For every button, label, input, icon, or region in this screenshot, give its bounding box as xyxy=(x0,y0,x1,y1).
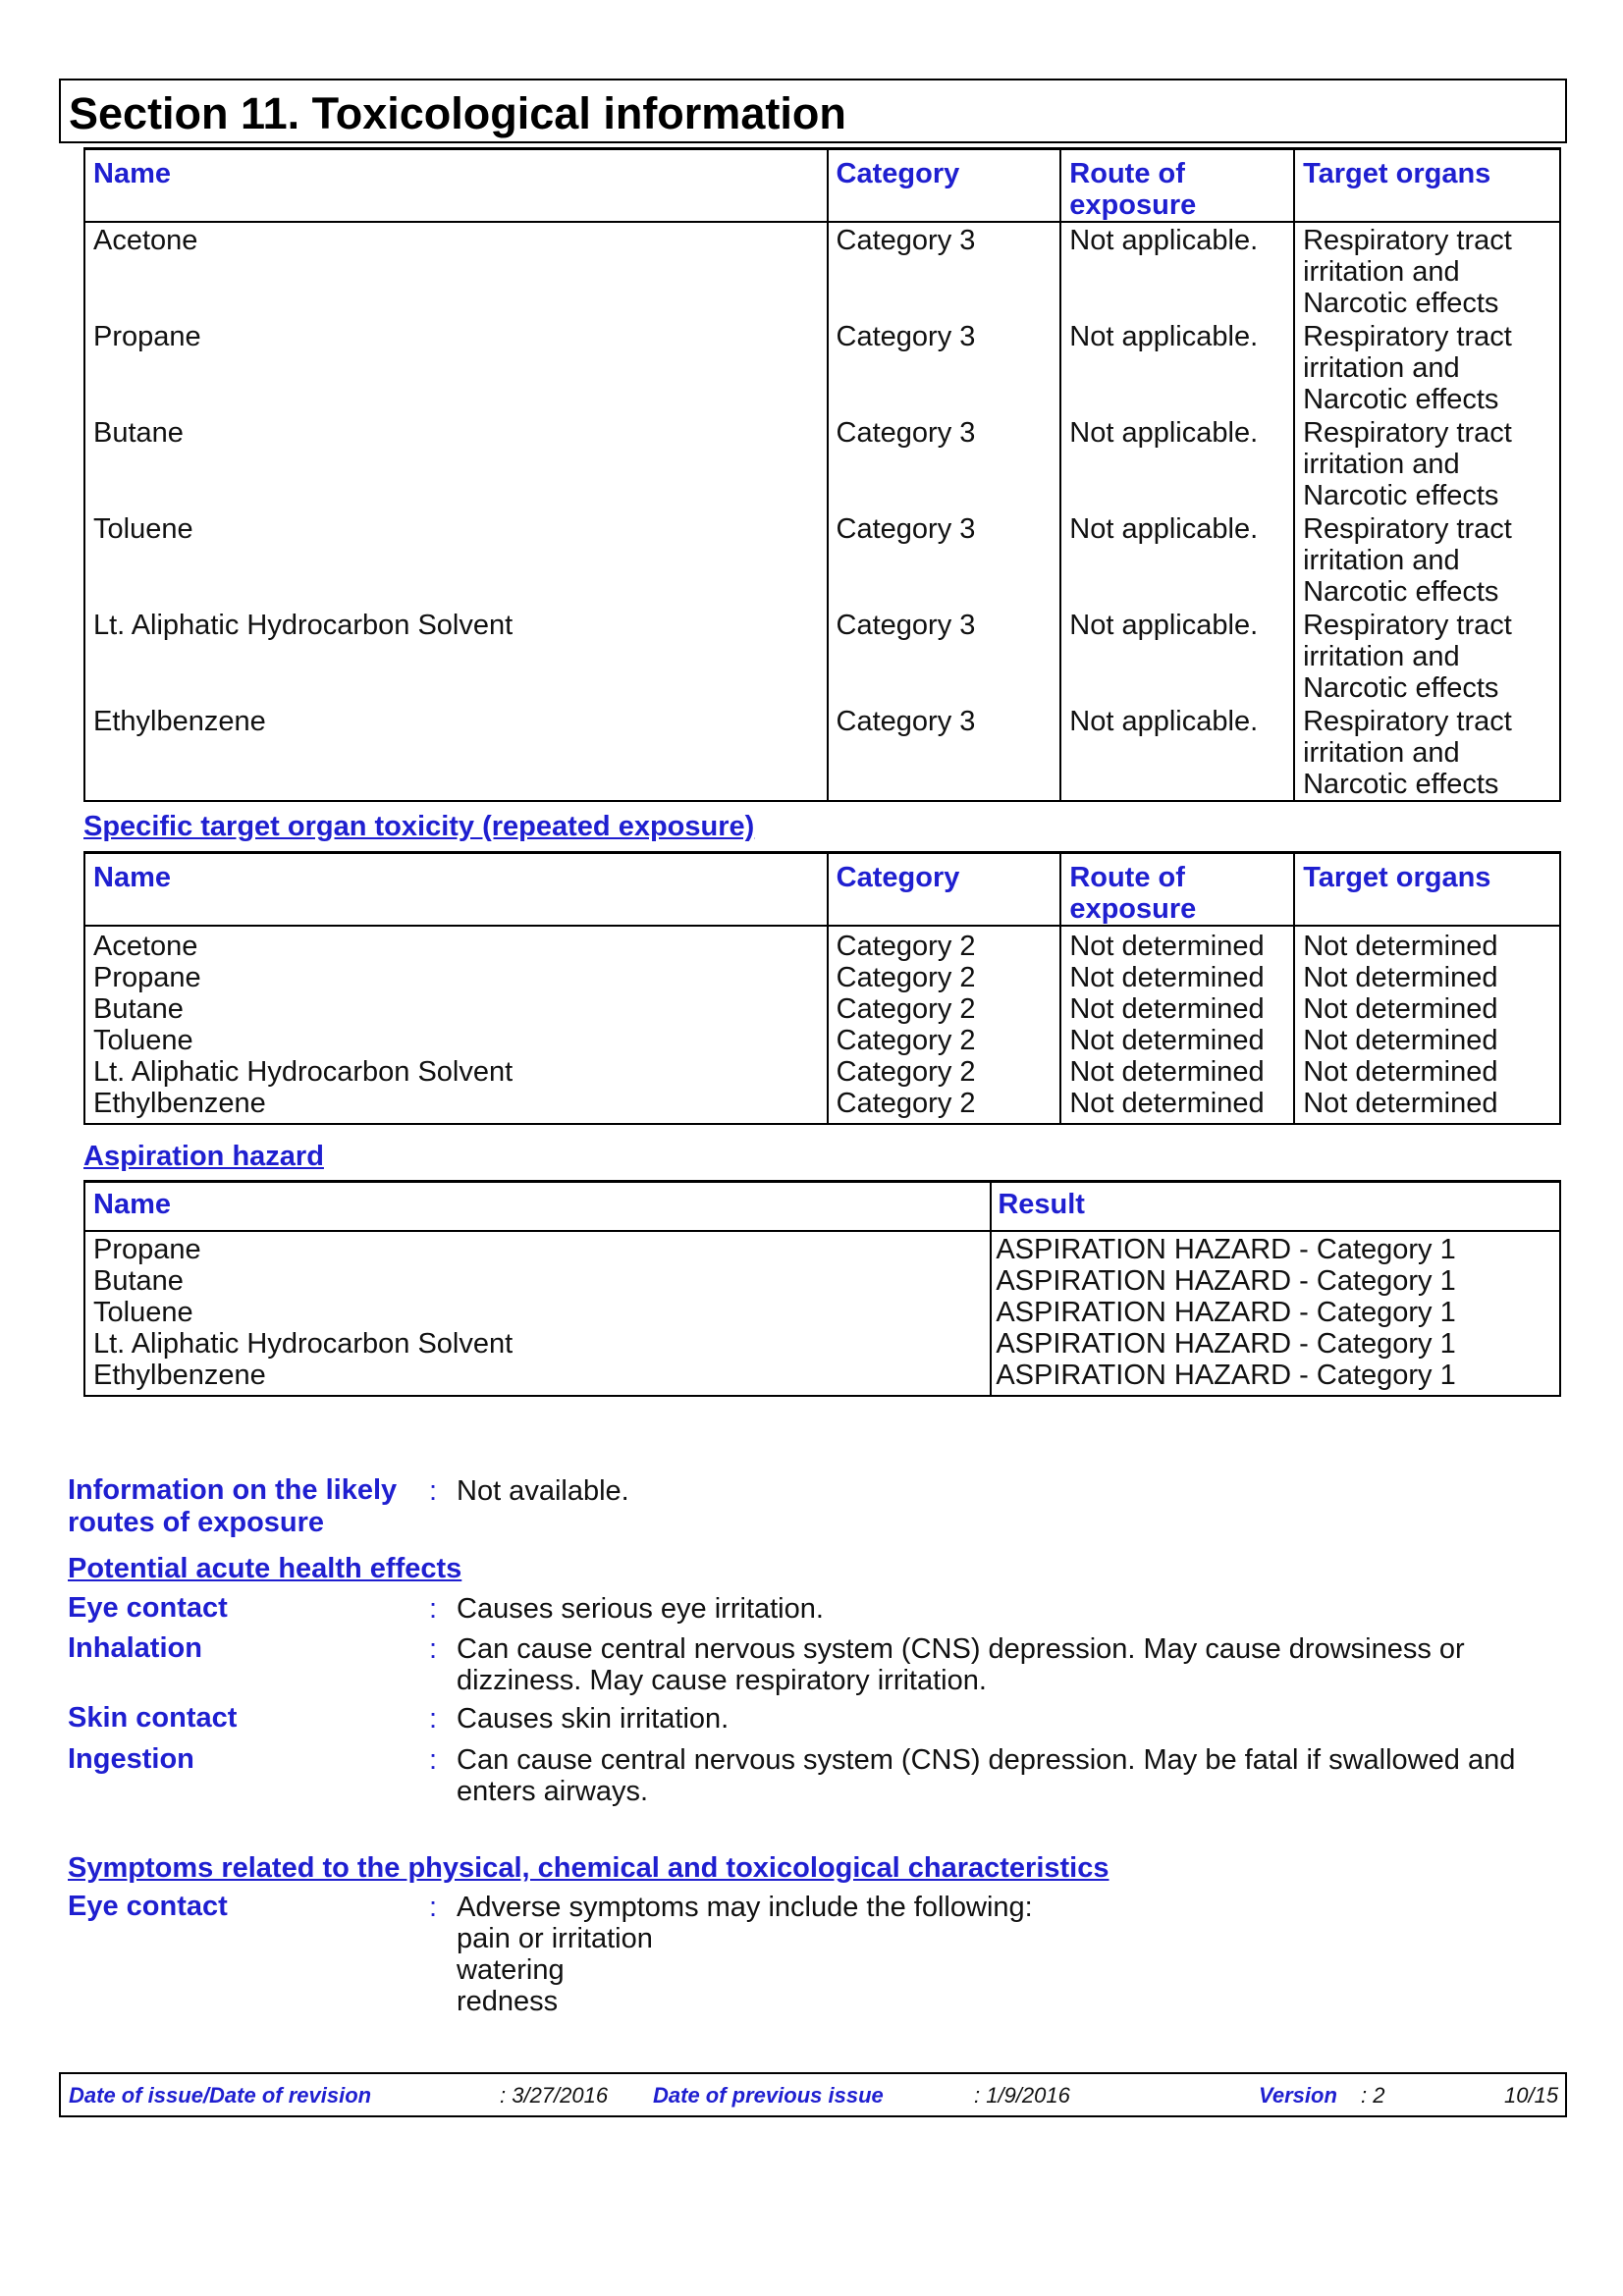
table-row xyxy=(84,704,1560,801)
row-route: Not determined xyxy=(1069,962,1265,993)
row-category: Category 3 xyxy=(828,608,1061,704)
routes-colon: : xyxy=(429,1475,438,1507)
row-name: Ethylbenzene xyxy=(93,1359,266,1391)
row-name: Butane xyxy=(84,415,828,511)
row-result: ASPIRATION HAZARD - Category 1 xyxy=(996,1327,1456,1360)
symptom-line: watering xyxy=(457,1954,565,1986)
row-route: Not applicable. xyxy=(1060,415,1294,511)
organ-line: Narcotic effects xyxy=(1303,480,1499,511)
categories-cell xyxy=(828,926,1061,1124)
row-route: Not applicable. xyxy=(1060,222,1294,319)
row-name: Acetone xyxy=(84,222,828,319)
symptom-line: redness xyxy=(457,1986,559,2017)
organ-line: irritation and xyxy=(1303,737,1460,769)
organ-line: Narcotic effects xyxy=(1303,576,1499,608)
footer-bar xyxy=(59,2072,1567,2117)
inhalation-line2: dizziness. May cause respiratory irritation. xyxy=(457,1665,987,1696)
inhalation-value xyxy=(457,1633,1465,1696)
row-name: Toluene xyxy=(93,1296,193,1328)
routes-value: Not available. xyxy=(457,1475,629,1507)
organ-line: Respiratory tract xyxy=(1303,225,1512,256)
organ-line: irritation and xyxy=(1303,449,1460,480)
row-category: Category 2 xyxy=(836,1025,976,1056)
row-category: Category 3 xyxy=(828,319,1061,415)
col-header-category: Category xyxy=(828,853,1061,927)
names-cell xyxy=(84,926,828,1124)
table-row xyxy=(84,1231,1560,1396)
symptoms-heading[interactable]: Symptoms related to the physical, chemical and toxicological characteristics xyxy=(68,1852,1109,1884)
row-route: Not determined xyxy=(1069,1056,1265,1088)
skin-value: Causes skin irritation. xyxy=(457,1703,730,1735)
row-organs: Not determined xyxy=(1303,1025,1498,1056)
row-category: Category 3 xyxy=(828,222,1061,319)
organ-line: Respiratory tract xyxy=(1303,321,1512,352)
skin-label: Skin contact xyxy=(68,1702,238,1734)
symptom-line: Adverse symptoms may include the following: xyxy=(457,1892,1033,1923)
section-title-box xyxy=(59,79,1567,143)
version-label: Version xyxy=(1259,2083,1337,2108)
acute-eye-colon: : xyxy=(429,1593,438,1625)
aspiration-table xyxy=(83,1180,1561,1397)
ingestion-value xyxy=(457,1744,1515,1807)
organ-line: irritation and xyxy=(1303,256,1460,288)
col-header-category: Category xyxy=(828,149,1061,223)
organ-line: Narcotic effects xyxy=(1303,672,1499,704)
row-organs xyxy=(1294,222,1560,319)
row-name: Propane xyxy=(93,962,201,993)
row-organs: Not determined xyxy=(1303,962,1498,993)
names-cell xyxy=(84,1231,991,1396)
row-name: Butane xyxy=(93,1264,184,1297)
table-header-row xyxy=(84,853,1560,927)
row-category: Category 2 xyxy=(836,962,976,993)
routes-label-line1: Information on the likely xyxy=(68,1474,398,1506)
previous-issue-value: : 1/9/2016 xyxy=(974,2083,1070,2108)
col-header-name: Name xyxy=(84,1182,991,1231)
col-header-route: Route of exposure xyxy=(1060,149,1294,223)
routes-label-line2: routes of exposure xyxy=(68,1507,325,1538)
organs-cell xyxy=(1294,926,1560,1124)
organ-line: Respiratory tract xyxy=(1303,610,1512,641)
table-header-row xyxy=(84,1182,1560,1231)
organ-line: Respiratory tract xyxy=(1303,417,1512,449)
row-organs: Not determined xyxy=(1303,931,1498,962)
row-route: Not applicable. xyxy=(1060,319,1294,415)
row-category: Category 2 xyxy=(836,1088,976,1119)
row-result: ASPIRATION HAZARD - Category 1 xyxy=(996,1296,1456,1328)
inhalation-line1: Can cause central nervous system (CNS) depression. May cause drowsiness or xyxy=(457,1633,1465,1665)
row-route: Not determined xyxy=(1069,931,1265,962)
col-header-route: Route of exposure xyxy=(1060,853,1294,927)
symptoms-eye-colon: : xyxy=(429,1892,438,1923)
row-category: Category 3 xyxy=(828,415,1061,511)
version-value: : 2 xyxy=(1361,2083,1385,2108)
row-organs xyxy=(1294,608,1560,704)
row-name: Butane xyxy=(93,993,184,1025)
ingestion-line2: enters airways. xyxy=(457,1776,649,1807)
row-name: Toluene xyxy=(84,511,828,608)
row-category: Category 2 xyxy=(836,993,976,1025)
routes-cell xyxy=(1060,926,1294,1124)
table-row xyxy=(84,608,1560,704)
issue-date-value: : 3/27/2016 xyxy=(500,2083,609,2108)
single-exposure-body xyxy=(84,222,1560,801)
organ-line: Respiratory tract xyxy=(1303,513,1512,545)
col-header-result: Result xyxy=(991,1182,1560,1231)
repeated-exposure-table xyxy=(83,851,1561,1125)
organ-line: Narcotic effects xyxy=(1303,288,1499,319)
organ-line: Respiratory tract xyxy=(1303,706,1512,737)
row-name: Acetone xyxy=(93,931,198,962)
routes-label xyxy=(68,1474,397,1539)
row-organs: Not determined xyxy=(1303,1088,1498,1119)
acute-eye-value: Causes serious eye irritation. xyxy=(457,1593,824,1625)
organ-line: irritation and xyxy=(1303,352,1460,384)
row-organs: Not determined xyxy=(1303,993,1498,1025)
row-category: Category 3 xyxy=(828,511,1061,608)
inhalation-label: Inhalation xyxy=(68,1632,202,1664)
row-organs: Not determined xyxy=(1303,1056,1498,1088)
row-name: Toluene xyxy=(93,1025,193,1056)
table-row xyxy=(84,926,1560,1124)
row-route: Not determined xyxy=(1069,1088,1265,1119)
page-number: 10/15 xyxy=(1504,2083,1559,2108)
row-name: Lt. Aliphatic Hydrocarbon Solvent xyxy=(93,1056,514,1088)
organ-line: Narcotic effects xyxy=(1303,384,1499,415)
organ-line: irritation and xyxy=(1303,545,1460,576)
row-name: Ethylbenzene xyxy=(93,1088,266,1119)
col-header-target-organs: Target organs xyxy=(1294,149,1560,223)
row-route: Not applicable. xyxy=(1060,704,1294,801)
symptoms-eye-label: Eye contact xyxy=(68,1891,228,1922)
organ-line: irritation and xyxy=(1303,641,1460,672)
col-header-target-organs: Target organs xyxy=(1294,853,1560,927)
ingestion-line1: Can cause central nervous system (CNS) depression. May be fatal if swallowed and xyxy=(457,1744,1516,1776)
issue-date-label: Date of issue/Date of revision xyxy=(69,2083,372,2108)
row-result: ASPIRATION HAZARD - Category 1 xyxy=(996,1359,1456,1391)
row-organs xyxy=(1294,415,1560,511)
table-row xyxy=(84,319,1560,415)
row-name: Ethylbenzene xyxy=(84,704,828,801)
row-result: ASPIRATION HAZARD - Category 1 xyxy=(996,1233,1456,1265)
table-row xyxy=(84,415,1560,511)
row-category: Category 2 xyxy=(836,931,976,962)
row-route: Not determined xyxy=(1069,993,1265,1025)
table-header-row xyxy=(84,149,1560,223)
row-category: Category 2 xyxy=(836,1056,976,1088)
row-route: Not applicable. xyxy=(1060,511,1294,608)
table-row xyxy=(84,222,1560,319)
row-organs xyxy=(1294,704,1560,801)
row-name: Propane xyxy=(84,319,828,415)
results-cell xyxy=(991,1231,1560,1396)
single-exposure-table xyxy=(83,147,1561,802)
col-header-name: Name xyxy=(84,853,828,927)
skin-colon: : xyxy=(429,1703,438,1735)
row-name: Propane xyxy=(93,1233,201,1265)
ingestion-label: Ingestion xyxy=(68,1743,194,1775)
row-organs xyxy=(1294,319,1560,415)
aspiration-heading[interactable]: Aspiration hazard xyxy=(83,1141,324,1172)
inhalation-colon: : xyxy=(429,1633,438,1665)
acute-effects-heading[interactable]: Potential acute health effects xyxy=(68,1553,462,1584)
row-route: Not determined xyxy=(1069,1025,1265,1056)
col-header-name: Name xyxy=(84,149,828,223)
row-organs xyxy=(1294,511,1560,608)
row-route: Not applicable. xyxy=(1060,608,1294,704)
table-row xyxy=(84,511,1560,608)
row-name: Lt. Aliphatic Hydrocarbon Solvent xyxy=(84,608,828,704)
acute-eye-label: Eye contact xyxy=(68,1592,228,1624)
row-name: Lt. Aliphatic Hydrocarbon Solvent xyxy=(93,1327,514,1360)
organ-line: Narcotic effects xyxy=(1303,769,1499,800)
row-result: ASPIRATION HAZARD - Category 1 xyxy=(996,1264,1456,1297)
previous-issue-label: Date of previous issue xyxy=(653,2083,884,2108)
symptom-line: pain or irritation xyxy=(457,1923,653,1954)
repeated-exposure-heading[interactable]: Specific target organ toxicity (repeated exposure) xyxy=(83,811,755,842)
ingestion-colon: : xyxy=(429,1744,438,1776)
section-title: Section 11. Toxicological information xyxy=(69,88,846,138)
row-category: Category 3 xyxy=(828,704,1061,801)
symptoms-eye-value xyxy=(457,1892,1033,2017)
